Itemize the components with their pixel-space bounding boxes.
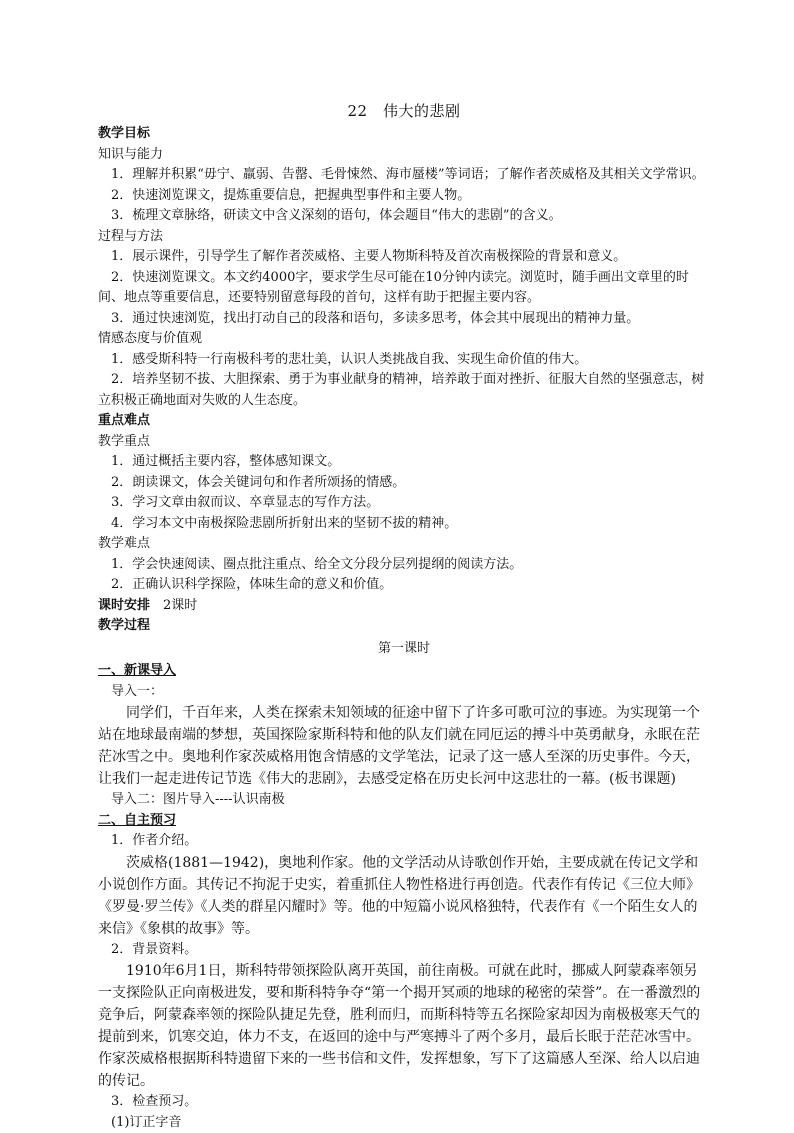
key-heading: 重点难点 xyxy=(98,411,710,432)
background-label: 2．背景资料。 xyxy=(98,940,710,961)
list-item: 3．通过快速浏览，找出打动自己的段落和语句，多读多思考，体会其中展现出的精神力量。 xyxy=(98,309,710,330)
section-heading: 教学重点 xyxy=(98,432,710,453)
section-heading: 过程与方法 xyxy=(98,227,710,248)
section-heading: 知识与能力 xyxy=(98,145,710,166)
process-heading: 教学过程 xyxy=(98,616,710,637)
list-item: 1．通过概括主要内容，整体感知课文。 xyxy=(98,452,710,473)
list-item: 3．学习文章由叙而议、卒章显志的写作方法。 xyxy=(98,493,710,514)
author-intro-label: 1．作者介绍。 xyxy=(98,831,710,852)
lesson-one-heading: 第一课时 xyxy=(98,639,710,660)
document-body xyxy=(98,100,710,1133)
part-two-heading: 二、自主预习 xyxy=(98,811,710,832)
list-item: 2．快速浏览课文，提炼重要信息，把握典型事件和主要人物。 xyxy=(98,186,710,207)
list-item: 4．学习本文中南极探险悲剧所折射出来的坚韧不拔的精神。 xyxy=(98,514,710,535)
intro-two-text: 导入二：图片导入----认识南极 xyxy=(98,790,710,811)
list-item: 1．理解并积累“毋宁、羸弱、告罄、毛骨悚然、海市蜃楼”等词语；了解作者茨威格及其相关文学常识。 xyxy=(98,165,710,186)
list-item: 2．正确认识科学探险，体味生命的意义和价值。 xyxy=(98,575,710,596)
section-heading: 情感态度与价值观 xyxy=(98,329,710,350)
preview-check-label: 3．检查预习。 xyxy=(98,1092,710,1113)
intro-one-text: 同学们，千百年来，人类在探索未知领域的征途中留下了许多可歌可泣的事迹。为实现第一个站在地球最南端的梦想，英国探险家斯科特和他的队友们就在同厄运的搏斗中英勇献身，永眠在茫茫冰雪之中。奥地利作家茨威格用饱含情感的文学笔法，记录了这一感人至深的历史事件。今天，让我们一起走进传记节选《伟大的悲剧》，去感受定格在历史长河中这悲壮的一幕。(板书课题) xyxy=(98,702,710,790)
list-item: 1．学会快速阅读、圈点批注重点、给全文分段分层列提纲的阅读方法。 xyxy=(98,555,710,576)
list-item: 2．培养坚韧不拔、大胆探索、勇于为事业献身的精神，培养敢于面对挫折、征服大自然的坚强意志，树立积极正确地面对失败的人生态度。 xyxy=(98,370,710,411)
schedule-value: 2课时 xyxy=(150,598,197,613)
intro-one-label: 导入一： xyxy=(98,682,710,703)
list-item: 2．朗读课文，体会关键词句和作者所颂扬的情感。 xyxy=(98,473,710,494)
author-intro-text: 茨威格(1881—1942)，奥地利作家。他的文学活动从诗歌创作开始，主要成就在传记文学和小说创作方面。其传记不拘泥于史实，着重抓住人物性格进行再创造。代表作有传记《三位大师》《罗曼·罗兰传》《人类的群星闪耀时》等。他的中短篇小说风格独特，代表作有《一个陌生女人的来信》《象棋的故事》等。 xyxy=(98,852,710,940)
section-heading: 教学难点 xyxy=(98,534,710,555)
part-one-heading: 一、新课导入 xyxy=(98,661,710,682)
background-text: 1910年6月1日，斯科特带领探险队离开英国，前往南极。可就在此时，挪威人阿蒙森率领另一支探险队正向南极进发，要和斯科特争夺“第一个揭开冥顽的地球的秘密的荣誉”。在一番激烈的竞争后，阿蒙森率领的探险队捷足先登，胜利而归，而斯科特等五名探险家却因为南极极寒天气的提前到来，饥寒交迫，体力不支，在返回的途中与严寒搏斗了两个多月，最后长眠于茫茫冰雪中。作家茨威格根据斯科特遗留下来的一些书信和文件，发挥想象，写下了这篇感人至深、给人以启迪的传记。 xyxy=(98,960,710,1092)
goals-heading: 教学目标 xyxy=(98,124,710,145)
list-item: 1．展示课件，引导学生了解作者茨威格、主要人物斯科特及首次南极探险的背景和意义。 xyxy=(98,247,710,268)
lesson-title: 22 伟大的悲剧 xyxy=(98,100,710,122)
schedule-line xyxy=(98,596,710,617)
pronunciation-label: (1)订正字音 xyxy=(98,1113,710,1133)
schedule-label: 课时安排 xyxy=(98,598,150,613)
list-item: 2．快速浏览课文。本文约4000字，要求学生尽可能在10分钟内读完。浏览时，随手画出文章里的时间、地点等重要信息，还要特别留意每段的首句，这样有助于把握主要内容。 xyxy=(98,268,710,309)
list-item: 1．感受斯科特一行南极科考的悲壮美，认识人类挑战自我、实现生命价值的伟大。 xyxy=(98,350,710,371)
list-item: 3．梳理文章脉络，研读文中含义深刻的语句，体会题目“伟大的悲剧”的含义。 xyxy=(98,206,710,227)
